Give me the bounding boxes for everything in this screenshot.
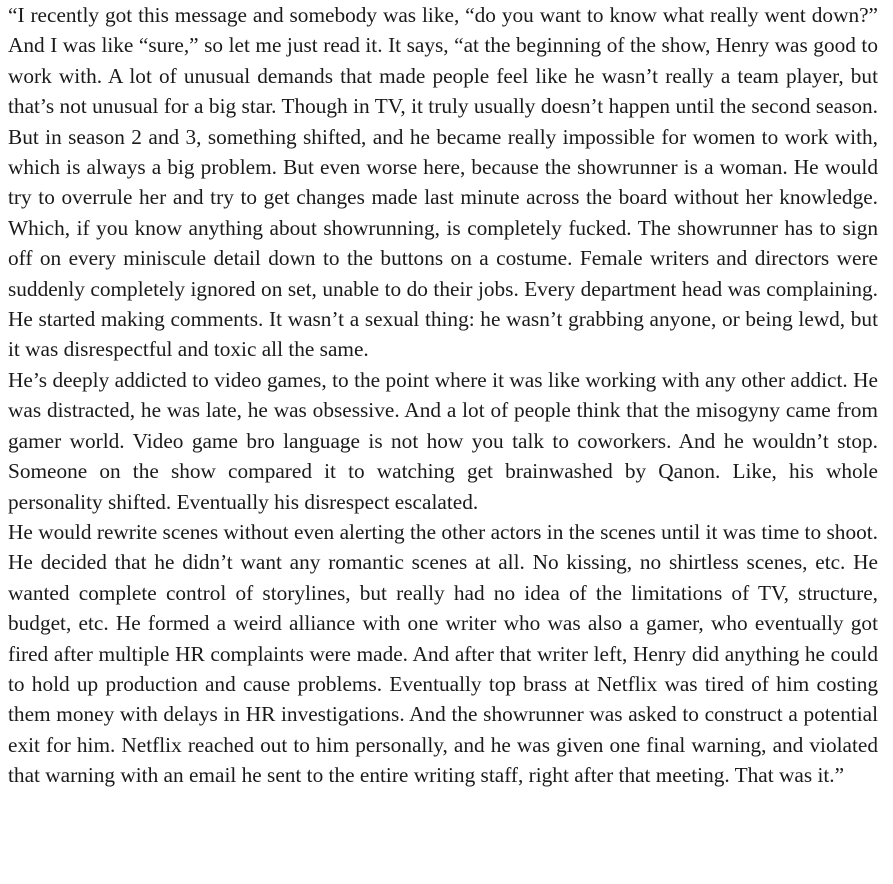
paragraph-3: He would rewrite scenes without even alerting the other actors in the scenes until it was time to shoot. He decided that he didn’t want any romantic scenes at all. No kissing, no shirtless scenes, etc. He wanted complete control of storylines, but really had no idea of the limitations of TV, structure, budget, etc. He formed a weird alliance with one writer who was also a gamer, who eventually got fired after multiple HR complaints were made. And after that writer left, Henry did anything he could to hold up production and cause problems. Eventually top brass at Netflix was tired of him costing them money with delays in HR investigations. And the showrunner was asked to construct a potential exit for him. Netflix reached out to him personally, and he was given one final warning, and violated that warning with an email he sent to the entire writing staff, right after that meeting. That was it.” <box>8 519 878 788</box>
paragraph-1: “I recently got this message and somebody was like, “do you want to know what really went down?” And I was like “sure,” so let me just read it. It says, “at the beginning of the show, Henry was good to work with. A lot of unusual demands that made people feel like he wasn’t really a team player, but that’s not unusual for a big star. Though in TV, it truly usually doesn’t happen until the second season. But in season 2 and 3, something shifted, and he became really impossible for women to work with, which is always a big problem. But even worse here, because the showrunner is a woman. He would try to overrule her and try to get changes made last minute across the board without her knowledge. Which, if you know anything about showrunning, is completely fucked. The showrunner has to sign off on every miniscule detail down to the buttons on a costume. Female writers and directors were suddenly completely ignored on set, unable to do their jobs. Every department head was complaining. He started making comments. It wasn’t a sexual thing: he wasn’t grabbing anyone, or being lewd, but it was disrespectful and toxic all the same. <box>8 3 878 362</box>
paragraph-2: He’s deeply addicted to video games, to the point where it was like working with any other addict. He was distracted, he was late, he was obsessive. And a lot of people think that the misogyny came from gamer world. Video game bro language is not how you talk to coworkers. And he wouldn’t stop. Someone on the show compared it to watching get brainwashed by Qanon. Like, his whole personality shifted. Eventually his disrespect escalated. <box>8 367 878 514</box>
document-body <box>8 0 878 791</box>
